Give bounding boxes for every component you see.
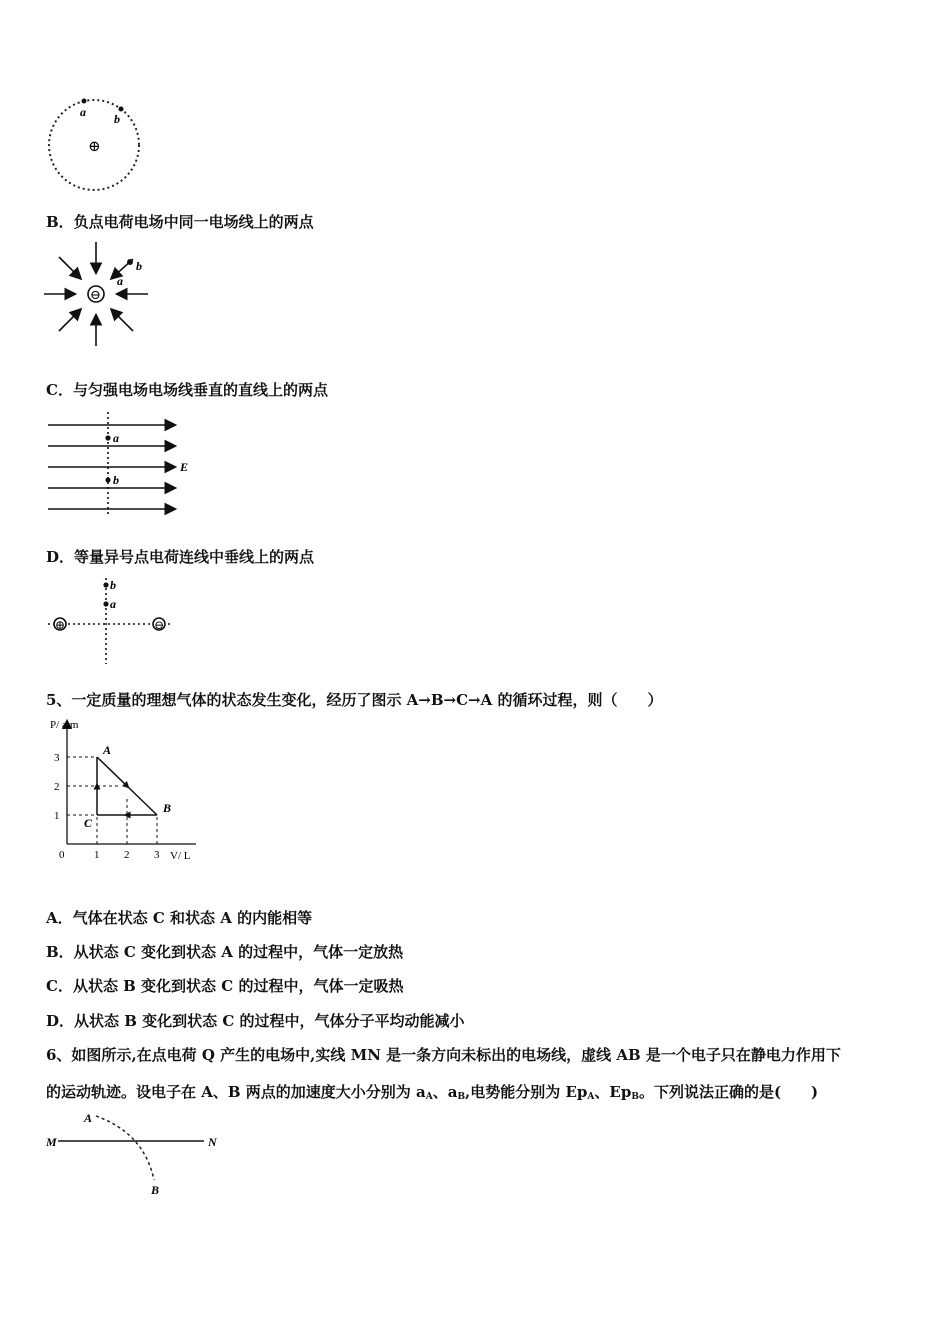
field-e-label: E [180,460,189,474]
figure-dipole-bisector [46,578,176,666]
option-c-text: C．与匀强电场电场线垂直的直线上的两点 [46,381,328,399]
q5-option-b: B．从状态 C 变化到状态 A 的过程中，气体一定放热 [46,943,404,961]
state-b-label: B [163,801,172,815]
trajectory-figure [44,1108,220,1198]
label-n: N [208,1135,217,1149]
figure-uniform-field [46,412,196,516]
pv-graph [46,716,206,866]
state-a-label: A [103,743,112,757]
y-tick-label: 2 [54,781,60,793]
point-b-label: b [113,473,119,487]
q5-option-a: A．气体在状态 C 和状态 A 的内能相等 [46,909,313,927]
label-a: A [84,1111,93,1125]
point-a-label: a [117,274,123,288]
positive-charge-icon: ⊕ [55,618,66,632]
y-axis-label: P/ atm [50,719,79,731]
option-b-text: B．负点电荷电场中同一电场线上的两点 [46,213,314,231]
q6-stem-line1: 6、如图所示,在点电荷 Q 产生的电场中,实线 MN 是一条方向未标出的电场线，虚线 AB 是一个电子只在静电力作用下 [46,1046,841,1064]
label-b: B [151,1183,160,1197]
trajectory-ab [96,1116,154,1180]
x-tick-label: 2 [124,849,130,861]
negative-charge-icon: ⊖ [90,288,101,303]
q5-stem: 5、一定质量的理想气体的状态发生变化，经历了图示 A→B→C→A 的循环过程，则（ ） [46,691,663,709]
state-c-label: C [84,816,93,830]
figure-positive-charge-circle [44,98,146,192]
x-tick-label: 3 [154,849,160,861]
point-b-label: b [136,259,142,273]
point-a-label: a [110,597,116,611]
figure-negative-charge-field [44,242,154,348]
q5-option-c: C．从状态 B 变化到状态 C 的过程中，气体一定吸热 [46,977,404,995]
y-tick-label: 1 [54,810,60,822]
point-b-label: b [114,112,120,126]
negative-charge-icon: ⊖ [154,618,165,632]
label-m: M [46,1135,57,1149]
option-d-text: D．等量异号点电荷连线中垂线上的两点 [46,548,315,566]
positive-charge-icon: ⊕ [88,137,101,155]
point-a-label: a [113,431,119,445]
y-tick-label: 3 [54,752,60,764]
point-b-label: b [110,578,116,592]
q6-stem-line2: 的运动轨迹。设电子在 A、B 两点的加速度大小分别为 $a_A$、$a_B$,电势能分别为 $Ep_A$、$Ep_B$。下列说法正确的是( ) [46,1083,819,1102]
q5-option-d: D．从状态 B 变化到状态 C 的过程中，气体分子平均动能减小 [46,1012,465,1030]
origin-label: 0 [59,849,65,861]
point-a-label: a [80,105,86,119]
x-tick-label: 1 [94,849,100,861]
x-axis-label: V/ L [170,850,191,862]
